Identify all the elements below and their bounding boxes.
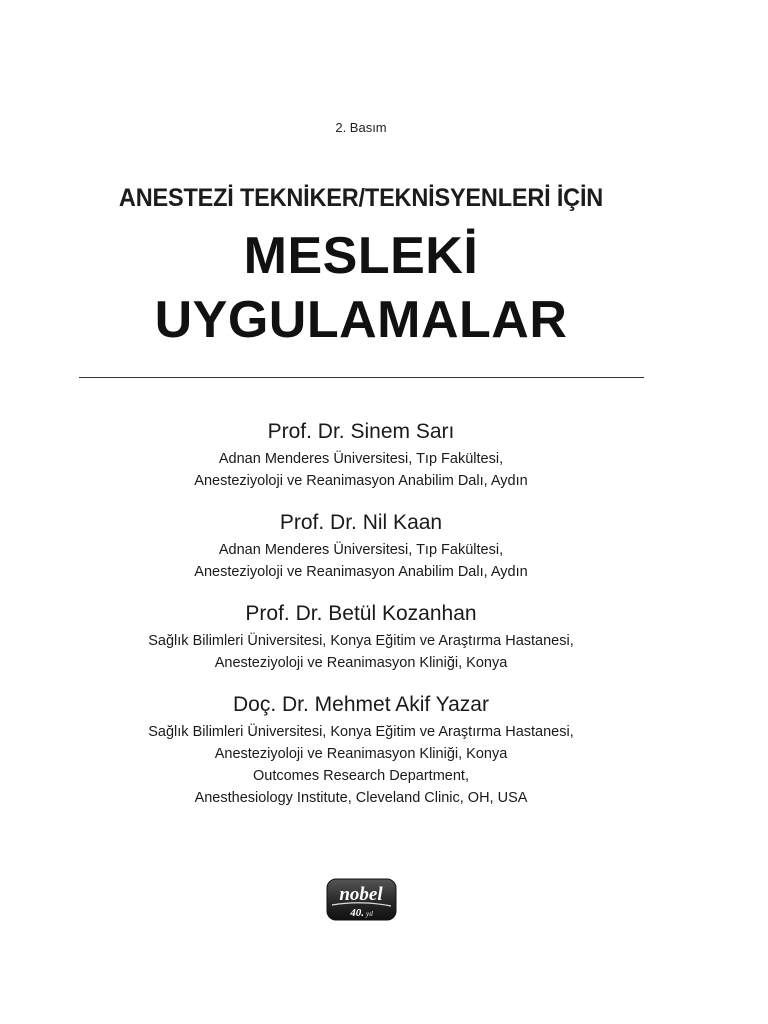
book-supertitle: ANESTEZİ TEKNİKER/TEKNİSYENLERİ İÇİN <box>118 184 604 212</box>
author-name: Prof. Dr. Nil Kaan <box>279 511 443 534</box>
author-affiliation-line: Outcomes Research Department, <box>253 768 469 784</box>
book-title-line-2: UYGULAMALAR <box>154 291 568 349</box>
author-affiliation-line: Anesteziyoloji ve Reanimasyon Anabilim Dalı, Aydın <box>194 473 528 489</box>
author-block <box>0 509 722 583</box>
author-block <box>0 691 722 809</box>
author-block <box>0 600 722 674</box>
logo-wordmark: nobel <box>339 884 383 905</box>
author-affiliation-line: Anesteziyoloji ve Reanimasyon Anabilim Dalı, Aydın <box>194 564 528 580</box>
author-affiliation-line: Sağlık Bilimleri Üniversitesi, Konya Eğitim ve Araştırma Hastanesi, <box>148 724 574 740</box>
edition-label: 2. Basım <box>335 120 387 135</box>
publisher-logo <box>326 878 397 921</box>
author-name: Prof. Dr. Betül Kozanhan <box>245 602 477 625</box>
author-affiliation-line: Anesteziyoloji ve Reanimasyon Kliniği, Konya <box>214 746 508 762</box>
author-affiliation-line: Adnan Menderes Üniversitesi, Tıp Fakültesi, <box>218 451 504 467</box>
logo-anniversary: 40. <box>350 907 364 919</box>
author-affiliation-line: Anesteziyoloji ve Reanimasyon Kliniği, Konya <box>214 655 508 671</box>
author-list <box>0 418 722 826</box>
author-name: Doç. Dr. Mehmet Akif Yazar <box>233 693 489 716</box>
logo-anniversary-suffix: yıl <box>366 910 373 918</box>
author-affiliation-line: Anesthesiology Institute, Cleveland Clinic, OH, USA <box>194 790 528 806</box>
nobel-logo-icon <box>326 878 397 921</box>
author-affiliation-line: Sağlık Bilimleri Üniversitesi, Konya Eğitim ve Araştırma Hastanesi, <box>148 633 574 649</box>
author-name: Prof. Dr. Sinem Sarı <box>267 420 455 443</box>
title-divider <box>79 377 644 378</box>
book-title-line-1: MESLEKİ <box>243 227 479 285</box>
author-block <box>0 418 722 492</box>
author-affiliation-line: Adnan Menderes Üniversitesi, Tıp Fakültesi, <box>218 542 504 558</box>
